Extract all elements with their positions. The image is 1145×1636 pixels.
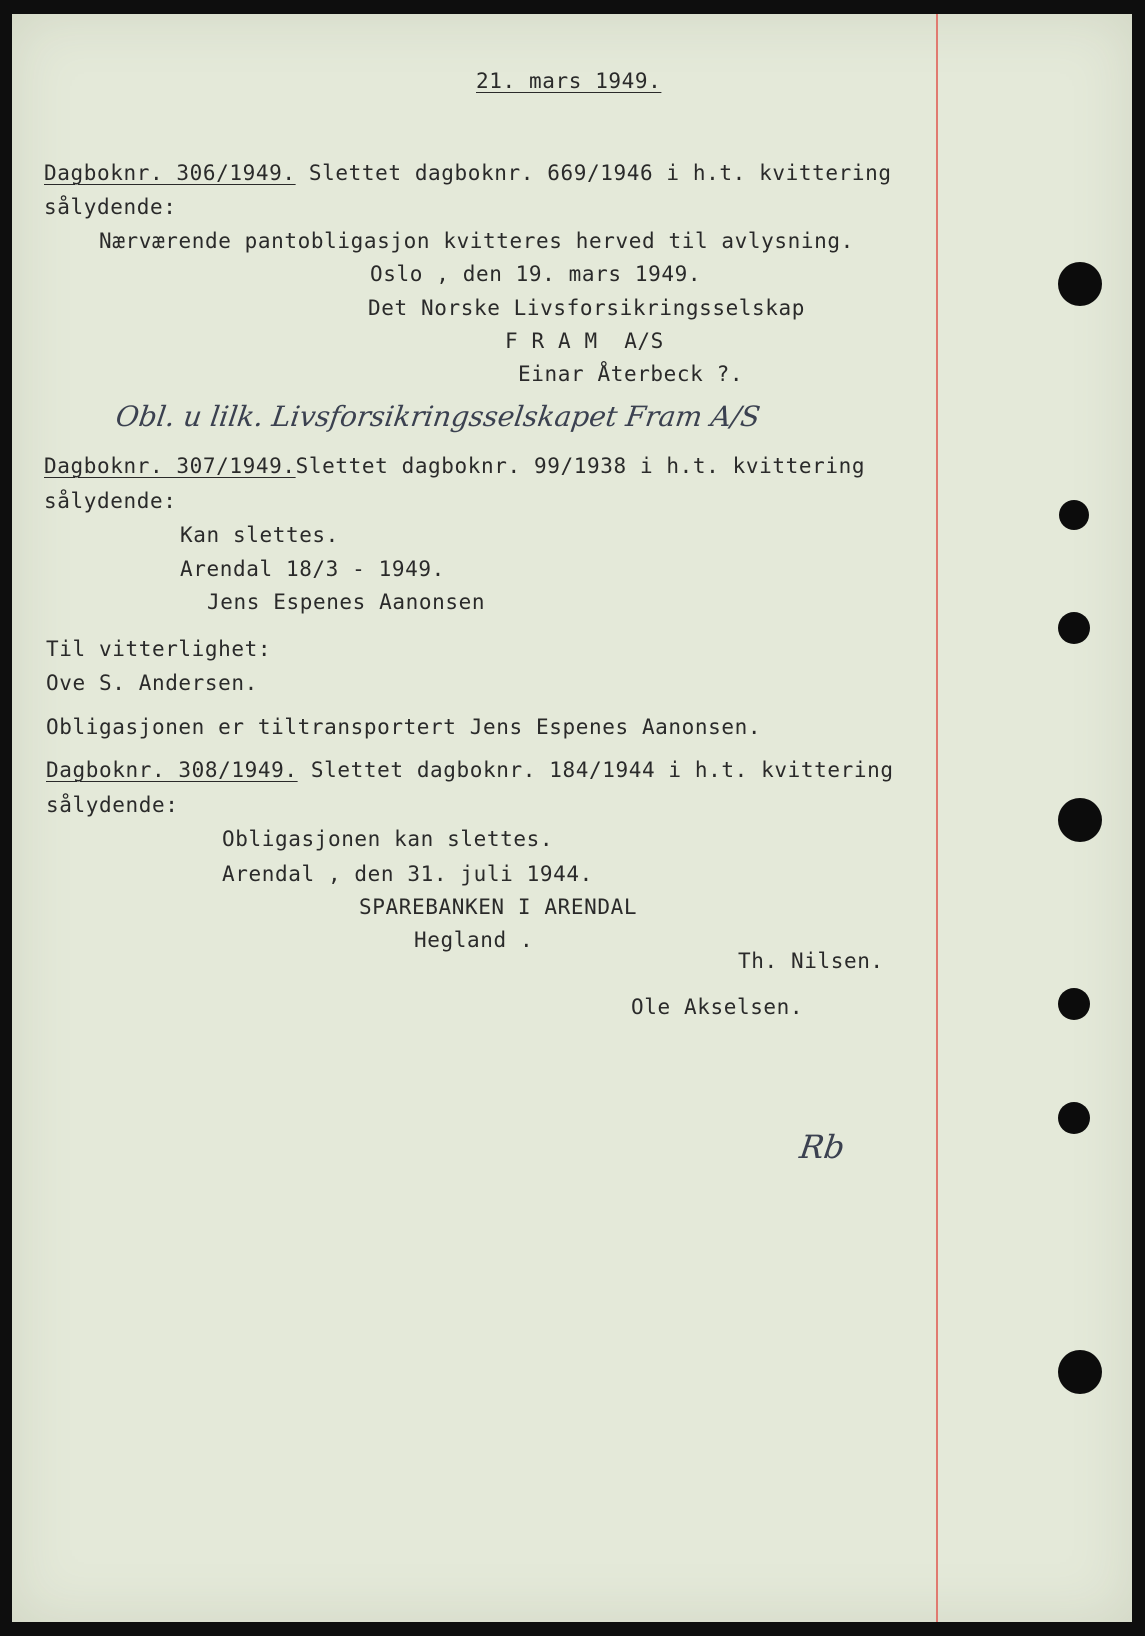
entry-308-line bbox=[46, 757, 894, 783]
entry-307-body-line: Kan slettes. bbox=[180, 523, 339, 547]
date-heading: 21. mars 1949. bbox=[476, 69, 662, 93]
initials: Rb bbox=[797, 1128, 848, 1166]
entry-306-line bbox=[44, 160, 892, 186]
entry-308-body-line: Ole Akselsen. bbox=[631, 995, 804, 1019]
entry-307-number: Dagboknr. 307/1949. bbox=[44, 454, 296, 478]
entry-307-body-line: Obligasjonen er tiltransportert Jens Espenes Aanonsen. bbox=[46, 715, 762, 739]
entry-306-handwritten-note: Obl. u lilk. Livsforsikringsselskapet Fram A/S bbox=[113, 400, 763, 433]
entry-308-text: Slettet dagboknr. 184/1944 i h.t. kvittering bbox=[297, 758, 894, 782]
entry-308-continuation: sålydende: bbox=[46, 793, 179, 817]
entry-307-body-line: Til vitterlighet: bbox=[46, 637, 272, 661]
margin-line bbox=[936, 14, 938, 1622]
entry-308-body-line: Th. Nilsen. bbox=[738, 949, 884, 973]
entry-306-continuation: sålydende: bbox=[44, 195, 177, 219]
punch-hole bbox=[1058, 798, 1102, 842]
punch-hole bbox=[1059, 500, 1089, 530]
entry-307-body-line: Jens Espenes Aanonsen bbox=[207, 590, 486, 614]
entry-308-number: Dagboknr. 308/1949. bbox=[46, 758, 298, 782]
entry-306-text: Slettet dagboknr. 669/1946 i h.t. kvittering bbox=[295, 161, 892, 185]
entry-307-text: Slettet dagboknr. 99/1938 i h.t. kvittering bbox=[295, 454, 866, 478]
punch-hole bbox=[1058, 612, 1090, 644]
entry-308-body-line: Arendal , den 31. juli 1944. bbox=[222, 862, 593, 886]
entry-308-body-line: Obligasjonen kan slettes. bbox=[222, 827, 554, 851]
punch-hole bbox=[1058, 262, 1102, 306]
punch-hole bbox=[1058, 988, 1090, 1020]
entry-308-body-line: Hegland . bbox=[414, 928, 534, 952]
entry-307-continuation: sålydende: bbox=[44, 489, 177, 513]
entry-306-body-line: Oslo , den 19. mars 1949. bbox=[370, 262, 702, 286]
entry-307-body-line: Arendal 18/3 - 1949. bbox=[180, 557, 445, 581]
entry-306-number: Dagboknr. 306/1949. bbox=[44, 161, 296, 185]
entry-308-body-line: SPAREBANKEN I ARENDAL bbox=[359, 895, 638, 919]
punch-hole bbox=[1058, 1102, 1090, 1134]
document-page bbox=[12, 14, 1132, 1622]
entry-307-line bbox=[44, 453, 865, 479]
entry-306-body-line: Einar Återbeck ?. bbox=[518, 362, 744, 386]
entry-307-body-line: Ove S. Andersen. bbox=[46, 671, 258, 695]
entry-306-body-line: Nærværende pantobligasjon kvitteres herved til avlysning. bbox=[99, 229, 854, 253]
entry-306-body-line: Det Norske Livsforsikringsselskap bbox=[368, 296, 806, 320]
punch-hole bbox=[1058, 1350, 1102, 1394]
entry-306-body-line: F R A M A/S bbox=[505, 329, 664, 353]
